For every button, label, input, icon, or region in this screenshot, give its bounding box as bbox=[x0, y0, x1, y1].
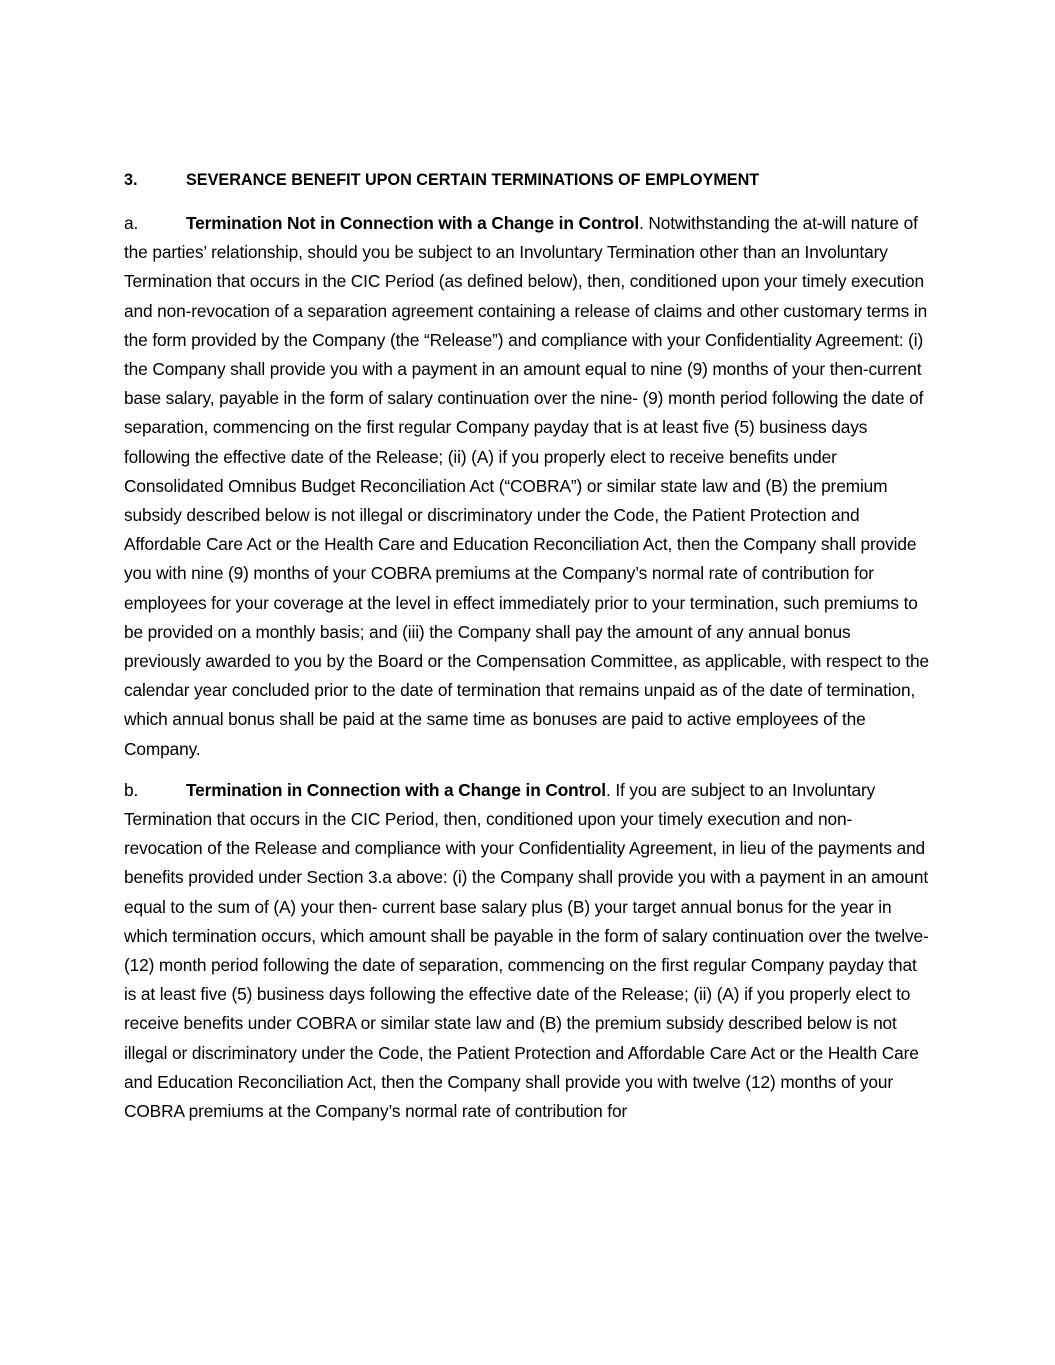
section-heading bbox=[124, 168, 930, 192]
paragraph-a bbox=[124, 209, 930, 764]
paragraph-b-body: . If you are subject to an Involuntary Termination that occurs in the CIC Period, then, conditioned upon your timely execution and non-revocation of the Release and compliance with your Confidentiality Agreement, in lieu of the payments and benefits provided under Section 3.a above: (i) the Company shall provide you with a payment in an amount equal to the sum of (A) your then- current base salary plus (B) your target annual bonus for the year in which termination occurs, which amount shall be payable in the form of salary continuation over the twelve- (12) month period following the date of separation, commencing on the first regular Company payday that is at least five (5) business days following the effective date of the Release; (ii) (A) if you properly elect to receive benefits under COBRA or similar state law and (B) the premium subsidy described below is not illegal or discriminatory under the Code, the Patient Protection and Affordable Care Act or the Health Care and Education Reconciliation Act, then the Company shall provide you with twelve (12) months of your COBRA premiums at the Company’s normal rate of contribution for bbox=[124, 779, 929, 1122]
paragraph-b bbox=[124, 776, 930, 1126]
section-title: SEVERANCE BENEFIT UPON CERTAIN TERMINATIONS OF EMPLOYMENT bbox=[186, 171, 760, 189]
section-number: 3. bbox=[124, 171, 138, 189]
paragraph-a-marker: a. bbox=[124, 213, 139, 233]
paragraph-a-title: Termination Not in Connection with a Change in Control bbox=[186, 213, 640, 233]
document-page bbox=[124, 168, 930, 1138]
paragraph-b-title: Termination in Connection with a Change in Control bbox=[186, 779, 606, 800]
paragraph-a-body: . Notwithstanding the at-will nature of the parties’ relationship, should you be subject to an Involuntary Termination other than an Involuntary Termination that occurs in the CIC Period (as defined below), then, conditioned upon your timely execution and non-revocation of a separation agreement containing a release of claims and other customary terms in the form provided by the Company (the “Release”) and compliance with your Confidentiality Agreement: (i) the Company shall provide you with a payment in an amount equal to nine (9) months of your then-current base salary, payable in the form of salary continuation over the nine- (9) month period following the date of separation, commencing on the first regular Company payday that is at least five (5) business days following the effective date of the Release; (ii) (A) if you properly elect to receive benefits under Consolidated Omnibus Budget Reconciliation Act (“COBRA”) or similar state law and (B) the premium subsidy described below is not illegal or discriminatory under the Code, the Patient Protection and Affordable Care Act or the Health Care and Education Reconciliation Act, then the Company shall provide you with nine (9) months of your COBRA premiums at the Company’s normal rate of contribution for employees for your coverage at the level in effect immediately prior to your termination, such premiums to be provided on a monthly basis; and (iii) the Company shall pay the amount of any annual bonus previously awarded to you by the Board or the Compensation Committee, as applicable, with respect to the calendar year concluded prior to the date of termination that remains unpaid as of the date of termination, which annual bonus shall be paid at the same time as bonuses are paid to active employees of the Company. bbox=[124, 213, 929, 759]
paragraph-b-marker: b. bbox=[124, 779, 139, 800]
